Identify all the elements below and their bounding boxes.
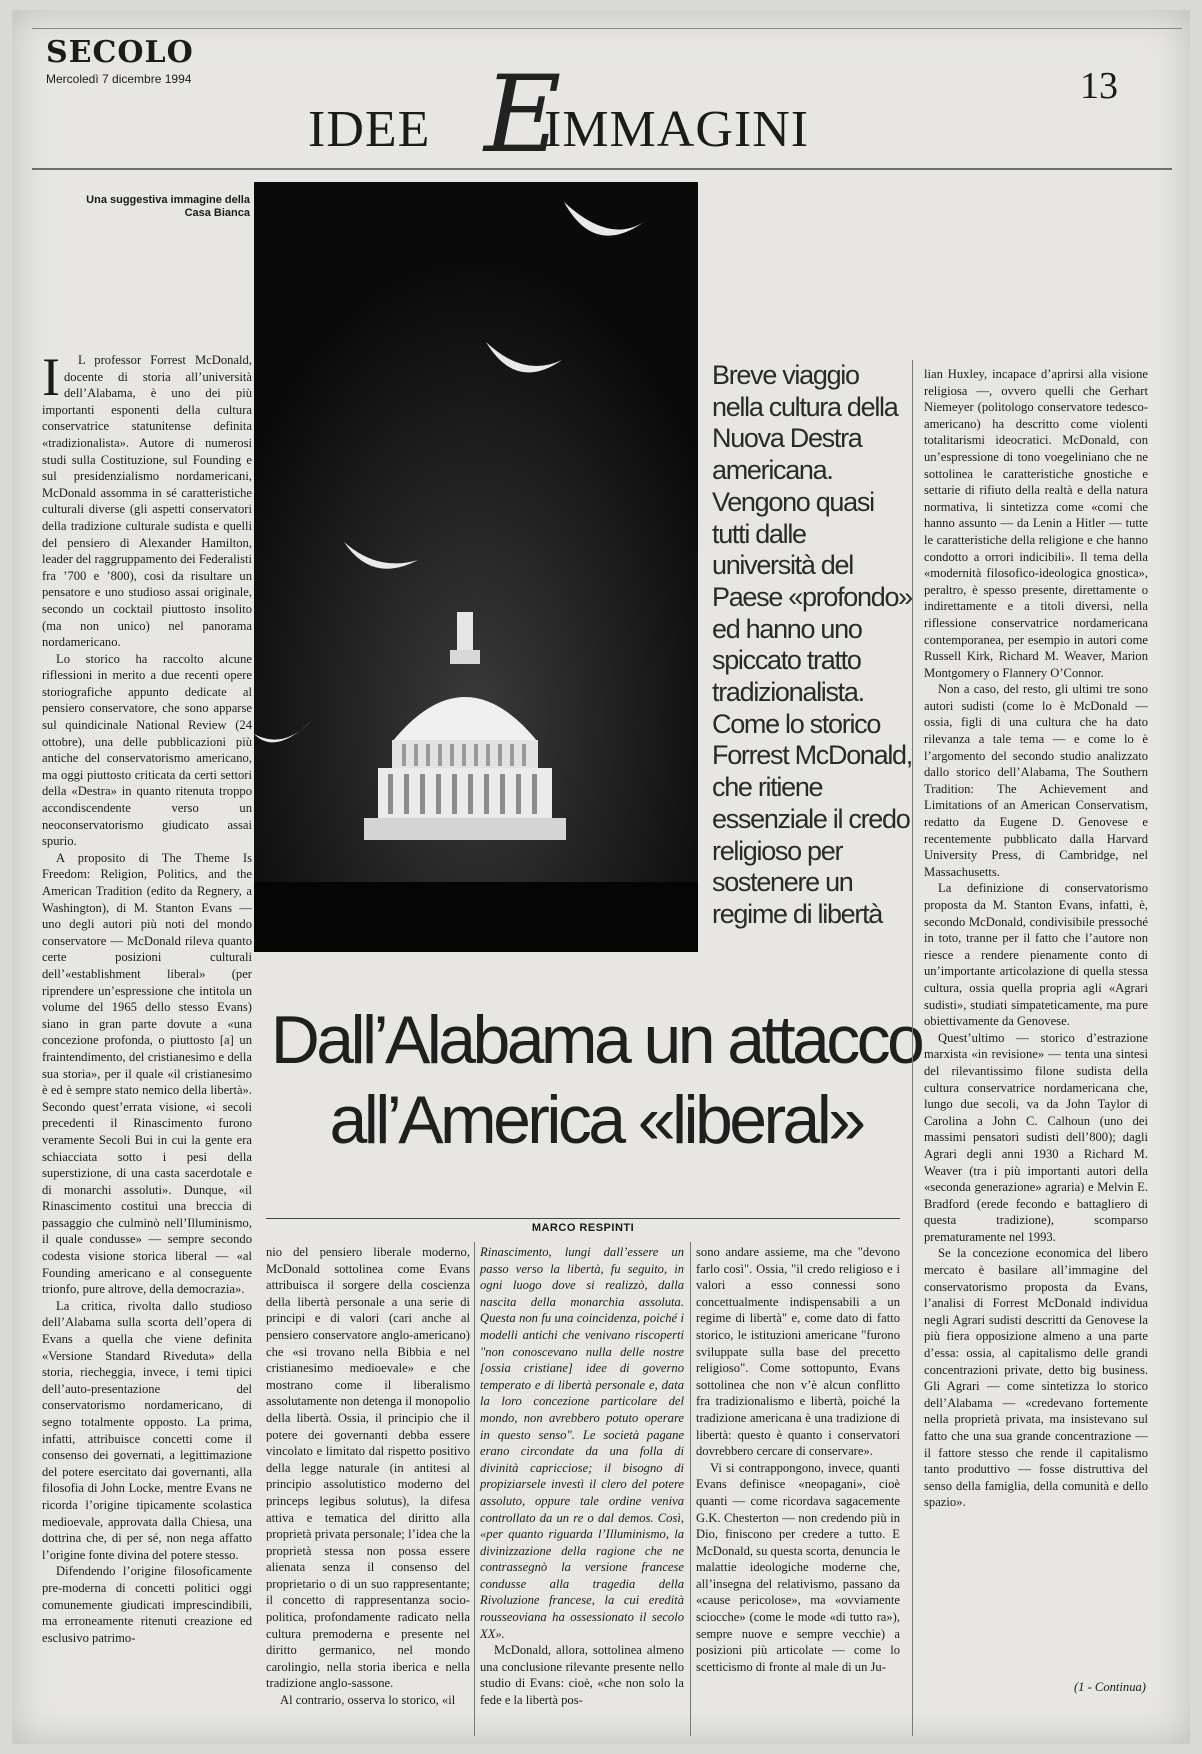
headline-line-2: all’America «liberal» [329, 1082, 863, 1158]
paragraph: L professor Forrest McDonald, docente di storia all’università dell’Alabama, è uno dei più importanti esponenti della cultura conservatrice statunitense definita «tradizionalista». Autore di numerosi studi sulla Costituzione, sul Founding e sul presidenzialismo nordamericani, McDonald assomma in sé caratteristiche culturali diverse (gli aspetti conservatori della tradizione culturale sudista e quelli del pensiero di Alexander Hamilton, leader del raggruppamento dei Federalisti fra ’700 e ’800), così da risultare un pensatore e uno studioso assai originale, secondo un cocktail piuttosto insolito (ma non unico) nel panorama nordamericano. [42, 353, 252, 650]
drop-cap: I [42, 347, 60, 407]
paragraph: Non a caso, del resto, gli ultimi tre sono autori sudisti (come lo è McDonald — ossia, figli di una cultura che ha dato rilevanza a tale tema — e come lo è l’argomento del secondo studio analizzato dallo storico dell’Alabama, The Southern Tradition: The Achievement and Limitations of an American Conservatism, redatto da Eugene D. Genovese e recentemente pubblicato dalla Harvard University Press, di Cambridge, nel Massachusetts. [924, 682, 1148, 879]
article-column-3 [480, 1244, 684, 1709]
article-column-4 [696, 1244, 900, 1675]
author-byline: MARCO RESPINTI [531, 1222, 635, 1234]
headline [266, 1000, 926, 1160]
newspaper-logo: SECOLO [46, 35, 194, 70]
column-divider [474, 1242, 475, 1736]
article-column-1 [42, 347, 252, 1646]
white-house-photo [254, 182, 698, 952]
paragraph: Vi si contrappongono, invece, quanti Evans definisce «neopagani», cioè quanti — come ricordava sagacemente G.K. Chesterton — non credendo più in Dio, finiscono per credere a tutto. E McDonald, su questa scorta, denuncia le malattie ideologiche moderne che, all’insegna del relativismo, passano da «cause pericolose», ma «ovviamente sciocche» (come le mode «di tutto ra»), sempre nuove e sempre vecchie) a posizioni più articolate — come lo scetticismo di fronte al male di un Ju- [696, 1460, 900, 1674]
page-number: 13 [1080, 65, 1118, 107]
article-column-5 [924, 366, 1148, 1511]
section-title [298, 53, 888, 176]
masthead [46, 35, 194, 86]
header-rule [32, 168, 1172, 170]
paragraph: nio del pensiero liberale moderno, McDonald sottolinea come Evans attribuisca il sorgere della coscienza della libertà personale a una serie di principi e di valori (cari anche al pensiero conservatore anglo-americano) che «si trovano nella Bibbia e nel cristianesimo medioevale» e che mostrano come il liberalismo assolutamente non detenga il monopolio della libertà. Ossia, il principio che il potere dei governanti debba essere vincolato e limitato dal rispetto positivo della legge naturale (in antitesi al principio assolutistico moderno del princeps legibus solutus), la difesa attiva e tematica del diritto alla proprietà privata personale; l’idea che la proprietà stessa non possa essere alienata senza il consenso del proprietario o di un suo rappresentante; il concetto di rappresentanza socio-politica, profondamente radicato nella cultura premoderna e presente nel diritto germanico, nel mondo carolingio, nella storia iberica e nella tradizione anglo-sassone. [266, 1245, 470, 1691]
section-title-script-letter: E [484, 53, 562, 176]
article-deck: Breve viaggio nella cultura della Nuova Destra americana. Vengono quasi tutti dalle università del Paese «profondo» ed hanno uno spiccato tratto tradizionalista. Come lo storico Forrest McDonald, che ritiene essenziale il credo religioso per sostenere un regime di libertà [712, 360, 912, 929]
paragraph: La critica, rivolta dallo studioso dell’Alabama sulla scorta dell’opera di Evans a quella che viene definita «Versione Standard Riveduta» della storia, riecheggia, invece, i temi tipici dell’auto-presentazione del conservatorismo nordamericano, di segno totalmente opposto. La prima, infatti, attribuisce concetti come il consenso dei governati, a legittimazione del potere esercitato dai governanti, alla filosofia di John Locke, mentre Evans ne ricorda l’origine tipicamente scolastica medioevale, approvata dalla Chiesa, una dottrina che, di per sé, non nega affatto l’origine fonte divina del potere stesso. [42, 1298, 252, 1562]
paragraph: La definizione di conservatorismo proposta da M. Stanton Evans, infatti, è, secondo McDonald, condivisibile pressoché in toto, tranne per il fatto che l’autore non riesce a rendere pienamente conto di un’importante articolazione di quella stessa cultura, ossia quella propria agli «Agrari sudisti», studiati simpateticamente, ma pure obiettivamente da Genovese. [924, 881, 1148, 1029]
paragraph: Se la concezione economica del libero mercato è basilare all’immagine del conservatorismo proposta da Evans, l’analisi di Forrest McDonald individua negli Agrari sudisti descritti da Genovese la più fiera opposizione almeno a una parte d’essa: ossia, al capitalismo delle grandi concentrazioni private, detto big business. Gli Agrari — come sintetizza lo storico dell’Alabama — «credevano fortemente nella proprietà privata, ma insistevano sul fatto che una sua grande concentrazione — il fattore stesso che rende il capitalismo tanto produttivo — fosse distruttiva del senso della famiglia, della comunità e dello spazio». [924, 1246, 1148, 1510]
paragraph: Lo storico ha raccolto alcune riflessioni in merito a due recenti opere storiografiche appunto dedicate al pensiero conservatore, che sono apparse sul quindicinale National Review (24 ottobre), una delle pubblicazioni più antiche del conservatorismo americano, ma oggi piuttosto criticata da certi settori della «Destra» in quanto ritenuta troppo accondiscendente verso un neoconservatorismo giudicato assai spurio. [42, 651, 252, 849]
paragraph: McDonald, allora, sottolinea almeno una conclusione rilevante presente nello studio di Evans: cioè, «che non solo la fede e la libertà pos- [480, 1643, 684, 1708]
paragraph: lian Huxley, incapace d’aprirsi alla visione religiosa —, ovvero quelli che Gerhart Niemeyer (politologo conservatore tedesco-americano) ha descritto come violenti totalitarismi ideocratici. McDonald, con un’espressione di tono voegeliniano che ne sottolinea le caratteristiche gnostiche e settarie di rifiuto della realtà e della natura normativa, li sintetizza come «comi che hanno assunto — da Lenin a Hitler — tutte le caratteristiche della religione e che hanno condotto a orrori indicibili». Il tema della «modernità filosofico-ideologica gnostica», peraltro, è spesso presente, direttamente o indirettamente e a titoli diversi, nella riflessione conservatrice nordamericana contemporanea, per esempio in autori come Russell Kirk, Richard M. Weaver, Marion Montgomery o Flannery O’Connor. [924, 367, 1148, 680]
paragraph: Rinascimento, lungi dall’essere un passo verso la libertà, fu seguito, in ogni luogo dove si realizzò, dalla nascita della monarchia assoluta. Questa non fu una coincidenza, poiché i modelli antichi che venivano riscoperti "non conoscevano nulla delle nostre [ossia cristiane] idee di governo temperato e di libertà personale e, data la loro concezione particolare del mondo, non avrebbero potuto operare in questo senso". Le società pagane erano circondate da una folla di divinità capricciose; il bisogno di propiziarsele investì il clero del potere assoluto, oppure tale ordine veniva controllato da un re o dal demos. Così, «per quanto riguarda l’Illuminismo, la divinizzazione della ragione che ne contrassegnò la versione francese condusse alla tragedia della Rivoluzione francese, la cui eredità rousseoviana ha ossessionato il secolo XX». [480, 1245, 684, 1641]
article-column-2 [266, 1244, 470, 1709]
capitol-dome-image [254, 182, 698, 952]
issue-date: Mercoledì 7 dicembre 1994 [46, 72, 192, 86]
byline-rule [266, 1218, 900, 1219]
section-title-left: IDEE [308, 101, 431, 158]
continua-note: (1 - Continua) [1073, 1680, 1146, 1694]
photo-caption: Una suggestiva immagine della Casa Bianca [86, 194, 250, 219]
column-divider [690, 1242, 691, 1736]
paragraph: Difendendo l’origine filosoficamente pre-moderna di concetti politici oggi comunemente giudicati imprescindibili, ma erroneamente ritenuti creazione ed esclusivo patrimo- [42, 1564, 252, 1645]
paragraph: Al contrario, osserva lo storico, «il [280, 1693, 456, 1708]
paragraph: sono andare assieme, ma che "devono farlo così". Ossia, "il credo religioso e i valori a esso connessi sono concettualmente indispensabili a un regime di libertà" e, come dato di fatto storico, le istituzioni americane "furono sviluppate sulla base del precetto religioso". Come sottopunto, Evans sottolinea che non v’è alcun conflitto fra tradizionalismo e libertà, poiché la tradizione americana è una tradizione di libertà: questo è quanto i conservatori dovrebbero cercare di conservare». [696, 1245, 900, 1459]
top-rule [32, 28, 1182, 29]
headline-line-1: Dall’Alabama un attacco [270, 1002, 922, 1078]
column-divider [912, 360, 913, 1736]
paragraph: A proposito di The Theme Is Freedom: Religion, Politics, and the American Tradition (edito da Regnery, a Washington), di M. Stanton Evans — uno degli autori più noti del mondo conservatore — McDonald rileva quanto certe posizioni culturali dell’«establishment liberal» (per riprendere un’espressione che intitola un volume del 1965 dello stesso Evans) siano in gran parte dovute a «una concezione profonda, o piuttosto [a] un fraintendimento, del cristianesimo e della sua storia», per il quale «il cristianesimo è ed è sempre stato nemico della libertà». Secondo quest’errata visione, «i secoli precedenti il Rinascimento furono veramente Secoli Bui in cui la gente era schiacciata sotto i pesi della superstizione, di una casta sacerdotale e di monarchi assoluti». Dunque, «il Rinascimento costituì una breccia di passaggio che culminò nell’Illuminismo, il quale condusse» — sempre secondo codesta visione storica liberal — «al Founding americano e al conseguente trionfo, pure altrove, della democrazia». [42, 850, 252, 1297]
section-title-right: IMMAGINI [544, 101, 810, 158]
newspaper-page [12, 10, 1190, 1744]
paragraph: Quest’ultimo — storico d’estrazione marxista «in revisione» — tenta una sintesi del rilevantissimo filone sudista della cultura conservatrice nordamericana che, lungo due secoli, va da John Taylor di Carolina a John C. Calhoun (uno dei massimi pensatori sudisti dell’800); dagli Agrari degli anni 1930 a Richard M. Weaver (tra i più importanti autori della «seconda generazione» agraria) e Melvin E. Bradford (erede fecondo e battagliero di questa tradizione), scomparso prematuramente nel 1993. [924, 1030, 1148, 1244]
